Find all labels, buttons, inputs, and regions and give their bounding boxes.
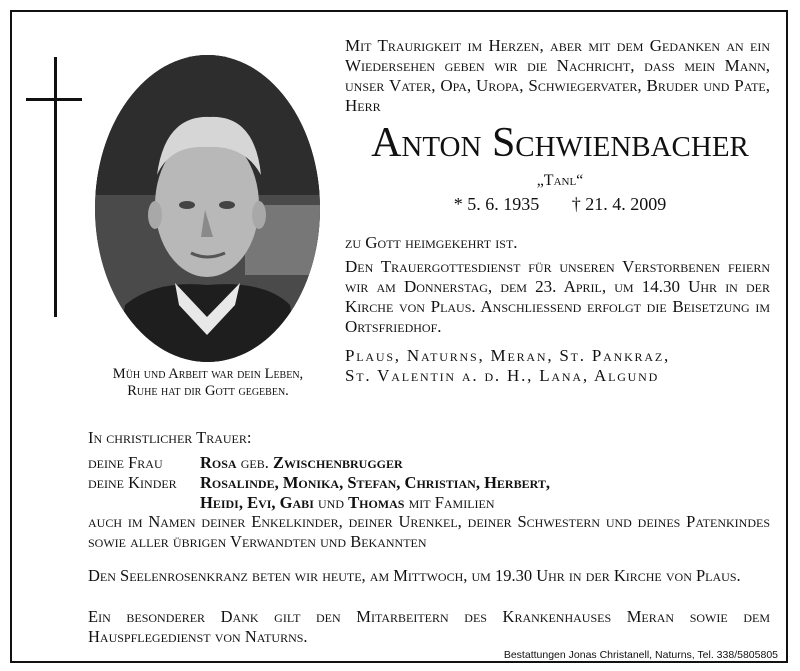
life-dates (340, 194, 780, 215)
places-line-2: St. Valentin a. d. H., Lana, Algund (345, 366, 660, 385)
rosary-text: Den Seelenrosenkranz beten wir heute, am Mittwoch, um 19.30 Uhr in der Kirche von Plaus. (88, 566, 741, 585)
mourning-heading: In christlicher Trauer: (88, 428, 252, 447)
wife-first-name: Rosa (200, 453, 237, 472)
death-date: † 21. 4. 2009 (571, 194, 667, 214)
cross-icon-bar (26, 98, 82, 101)
family-row-children-2 (88, 493, 550, 513)
family-list (88, 453, 550, 513)
motto-line-2: Ruhe hat dir Gott gegeben. (127, 383, 289, 399)
motto-line-1: Müh und Arbeit war dein Leben, (112, 366, 304, 382)
nickname: „Tanl“ (536, 172, 584, 189)
intro-text: Mit Traurigkeit im Herzen, aber mit dem Gedanken an ein Wiedersehen geben wir die Nachricht, dass mein Mann, unser Vater, Opa, Uropa, Schwiegervater, Bruder und Pate, Herr (345, 36, 770, 115)
portrait-photo (95, 55, 320, 362)
deceased-name: Anton Schwienbacher (371, 120, 749, 166)
motto (88, 366, 328, 400)
wife-label: deine Frau (88, 453, 163, 472)
family-row-wife (88, 453, 550, 473)
returned-text: zu Gott heimgekehrt ist. (345, 233, 518, 252)
service-text: Den Trauergottesdienst für unseren Verstorbenen feiern wir am Donnerstag, dem 23. April, um 14.30 Uhr in der Kirche von Plaus. Anschliessend erfolgt die Beisetzung im Ortsfriedhof. (345, 257, 770, 336)
children-label: deine Kinder (88, 473, 177, 492)
children-tail: mit Familien (404, 493, 495, 512)
children-und: und (313, 493, 349, 512)
also-text: auch im Namen deiner Enkelkinder, deiner Urenkel, deiner Schwestern und deines Patenkindes sowie aller übrigen Verwandten und Bekannten (88, 512, 770, 551)
cross-icon (54, 57, 57, 317)
thanks-text: Ein besonderer Dank gilt den Mitarbeitern des Krankenhauses Meran sowie dem Hauspflegedienst von Naturns. (88, 607, 770, 646)
children-line-1: Rosalinde, Monika, Stefan, Christian, Herbert, (200, 473, 550, 492)
wife-geb: geb. (236, 453, 273, 472)
family-row-children (88, 473, 550, 493)
undertaker-footer: Bestattungen Jonas Christanell, Naturns, Tel. 338/5805805 (503, 649, 778, 661)
children-line-2b: Thomas (348, 493, 405, 512)
birth-date: * 5. 6. 1935 (453, 194, 540, 214)
places-line-1: Plaus, Naturns, Meran, St. Pankraz, (345, 346, 671, 365)
places (345, 346, 775, 386)
wife-maiden-name: Zwischenbrugger (272, 453, 403, 472)
children-line-2a: Heidi, Evi, Gabi (200, 493, 314, 512)
